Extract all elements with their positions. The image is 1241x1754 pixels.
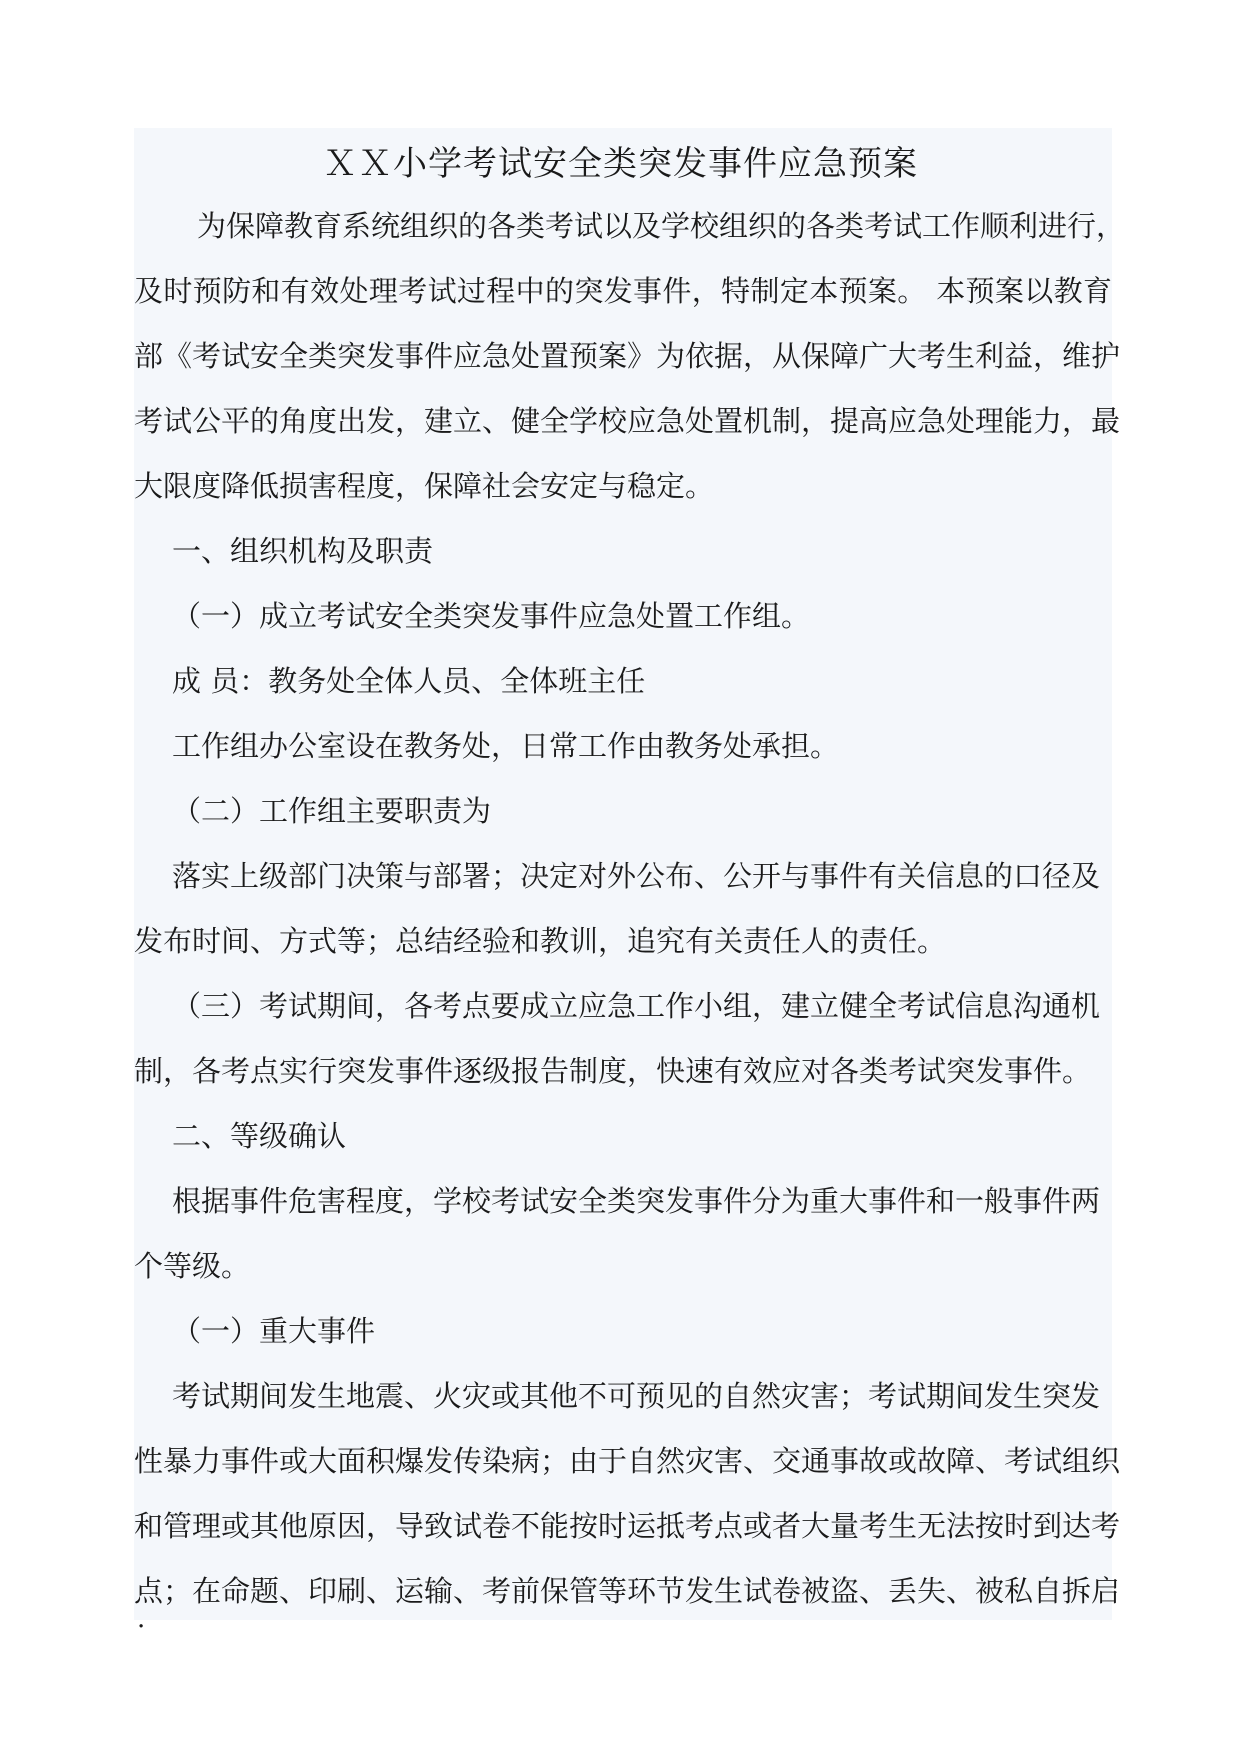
subsection-1-3-line-1: （三）考试期间，各考点要成立应急工作小组，建立健全考试信息沟通机 xyxy=(172,989,1101,1023)
duties-line-2: 发布时间、方式等；总结经验和教训，追究有关责任人的责任。 xyxy=(134,924,947,958)
document-title: ＸＸ小学考试安全类突发事件应急预案 xyxy=(323,144,918,184)
subsection-1-3-line-2: 制，各考点实行突发事件逐级报告制度，快速有效应对各类考试突发事件。 xyxy=(134,1054,1092,1088)
major-event-line-4: 点；在命题、印刷、运输、考前保管等环节发生试卷被盗、丢失、被私自拆启 xyxy=(134,1574,1121,1608)
body-line-2: 及时预防和有效处理考试过程中的突发事件，特制定本预案。 本预案以教育 xyxy=(134,274,1112,308)
subsection-heading-2-1: （一）重大事件 xyxy=(172,1314,376,1348)
office-line: 工作组办公室设在教务处，日常工作由教务处承担。 xyxy=(172,729,840,763)
body-line-5: 大限度降低损害程度，保障社会安定与稳定。 xyxy=(134,469,715,503)
section-heading-1: 一、组织机构及职责 xyxy=(172,534,434,568)
major-event-line-2: 性暴力事件或大面积爆发传染病；由于自然灾害、交通事故或故障、考试组织 xyxy=(134,1444,1121,1478)
grading-line-1: 根据事件危害程度，学校考试安全类突发事件分为重大事件和一般事件两 xyxy=(172,1184,1101,1218)
subsection-heading-1-2: （二）工作组主要职责为 xyxy=(172,794,492,828)
major-event-line-1: 考试期间发生地震、火灾或其他不可预见的自然灾害；考试期间发生突发 xyxy=(172,1379,1101,1413)
grading-line-2: 个等级。 xyxy=(134,1249,251,1283)
stray-mark: · xyxy=(137,1612,146,1642)
subsection-heading-1-1: （一）成立考试安全类突发事件应急处置工作组。 xyxy=(172,599,811,633)
duties-line-1: 落实上级部门决策与部署；决定对外公布、公开与事件有关信息的口径及 xyxy=(172,859,1101,893)
major-event-line-3: 和管理或其他原因，导致试卷不能按时运抵考点或者大量考生无法按时到达考 xyxy=(134,1509,1121,1543)
section-heading-2: 二、等级确认 xyxy=(172,1119,347,1153)
body-line-4: 考试公平的角度出发，建立、健全学校应急处置机制，提高应急处理能力，最 xyxy=(134,404,1121,438)
members-line: 成 员：教务处全体人员、全体班主任 xyxy=(172,664,646,698)
body-line-1: 为保障教育系统组织的各类考试以及学校组织的各类考试工作顺利进行， xyxy=(197,209,1126,243)
body-line-3: 部《考试安全类突发事件应急处置预案》为依据，从保障广大考生利益，维护 xyxy=(134,339,1121,373)
